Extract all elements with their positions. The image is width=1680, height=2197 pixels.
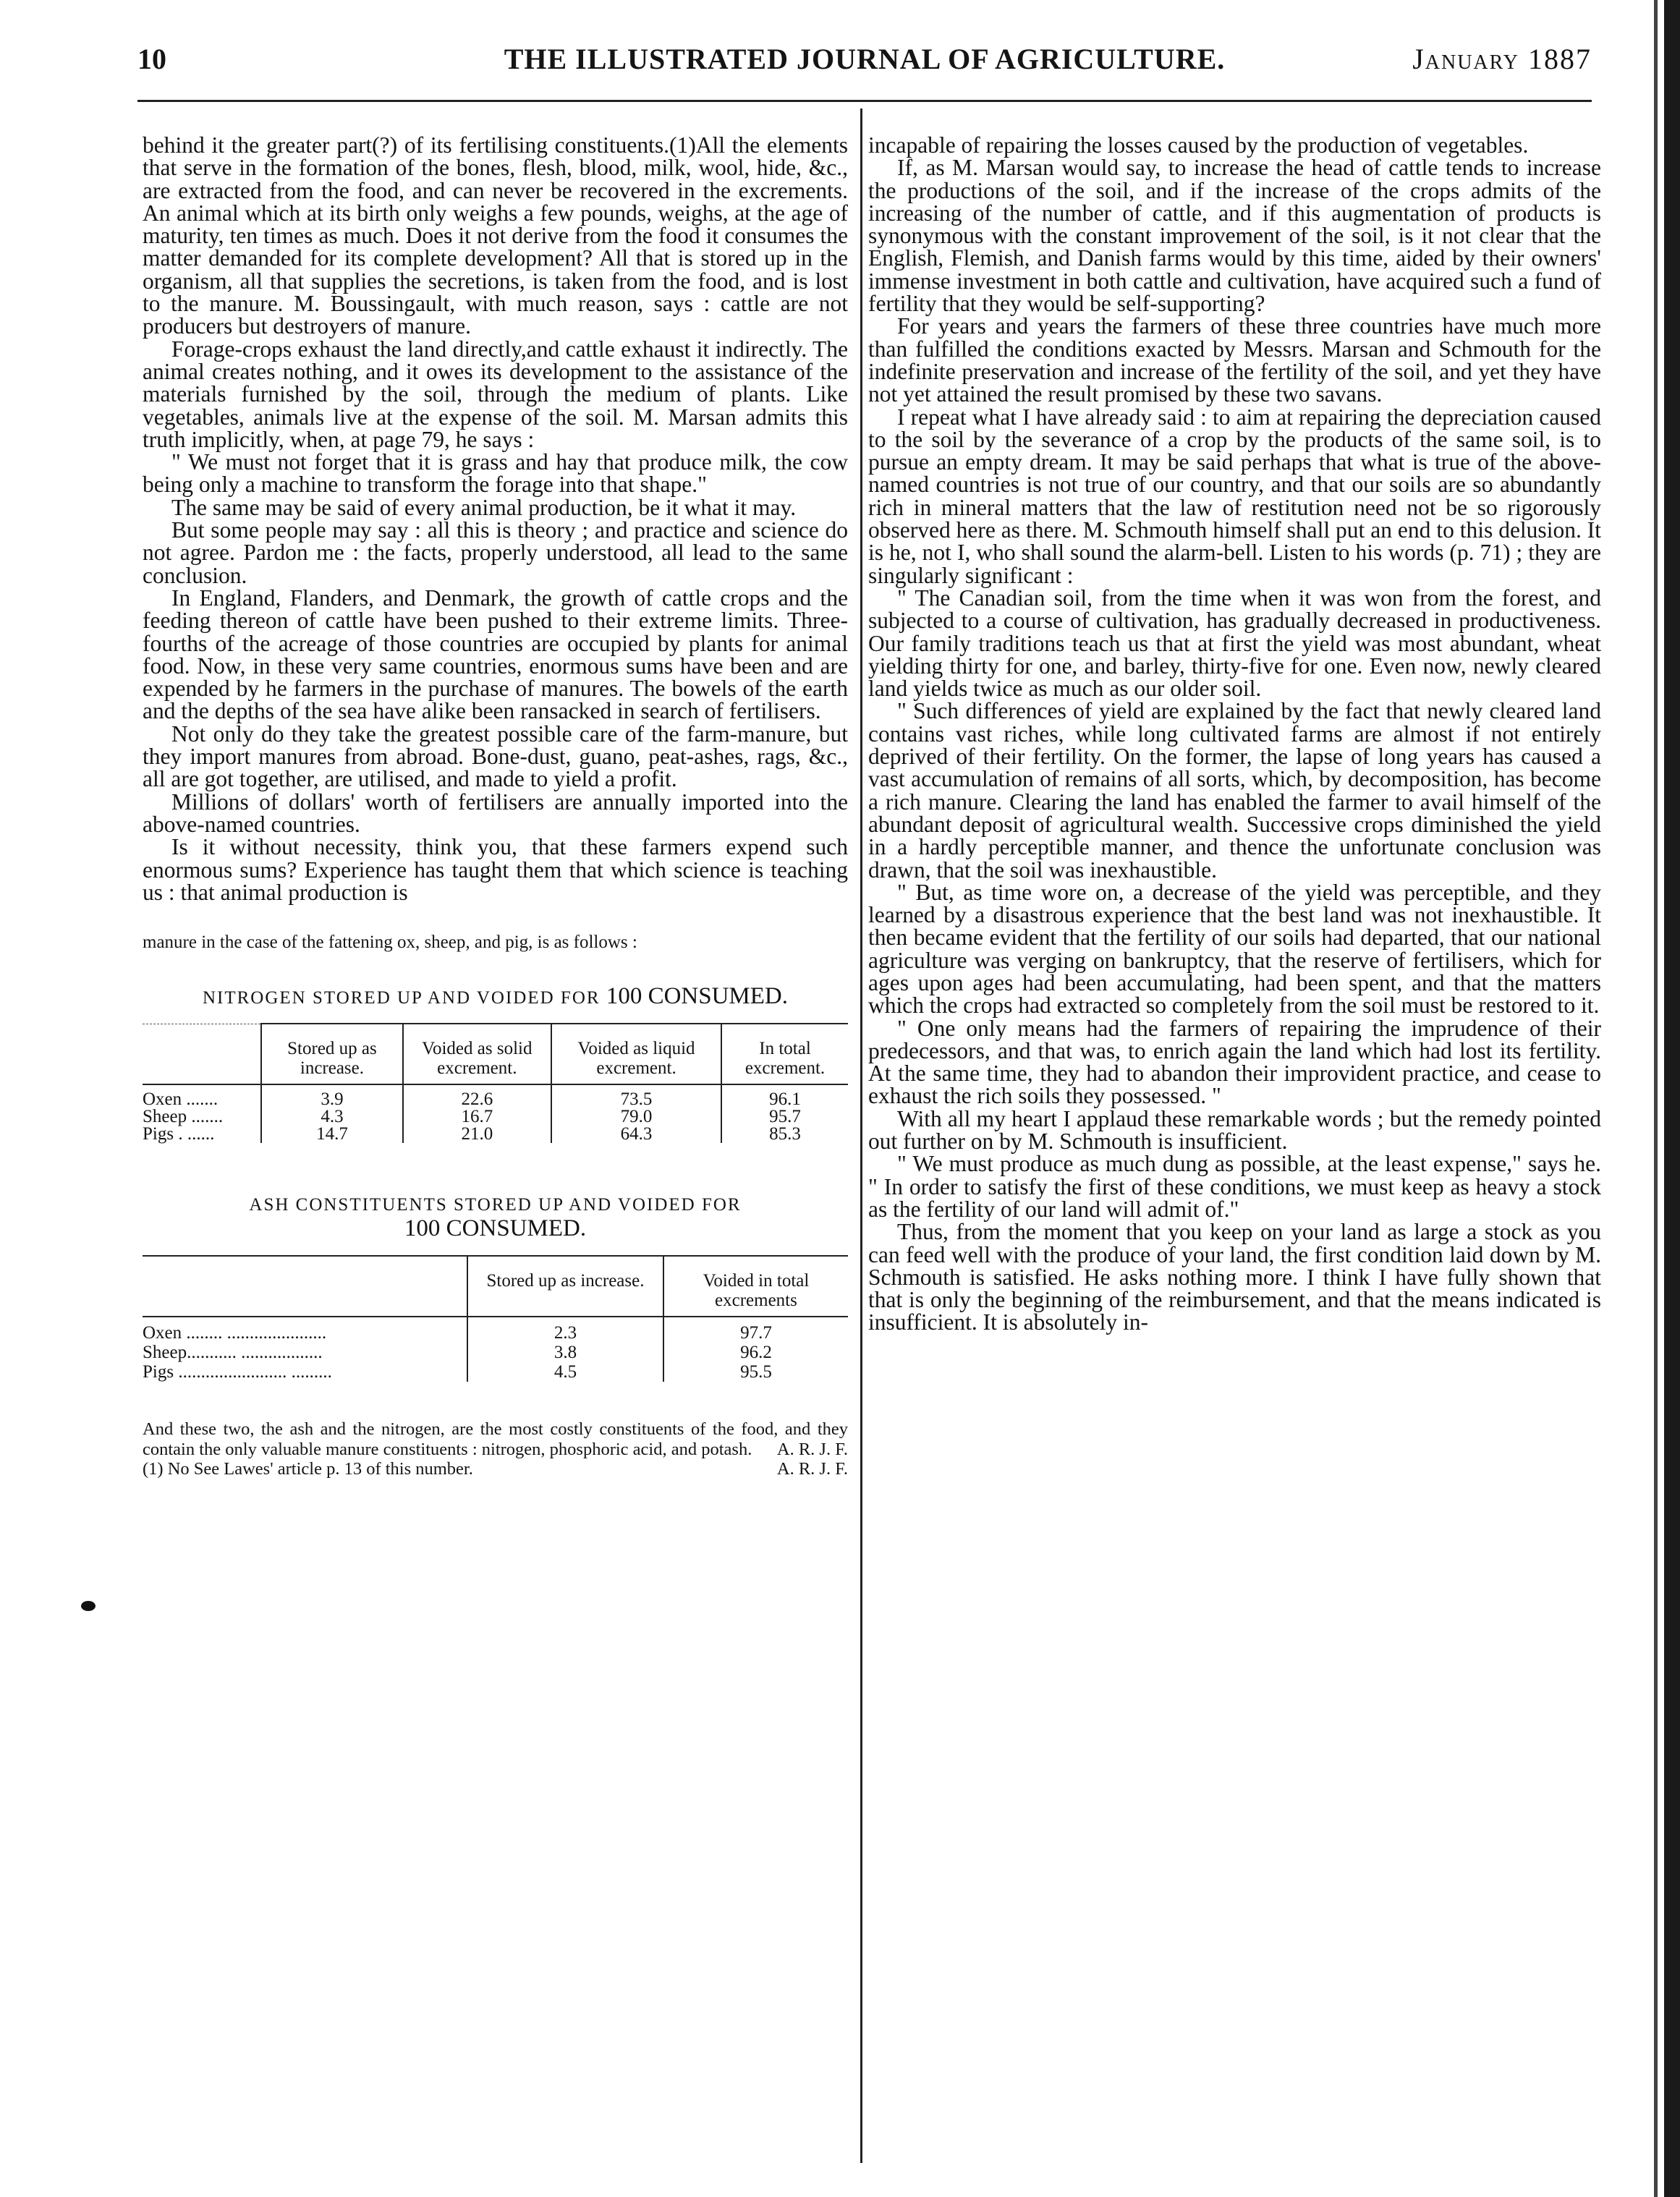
paragraph: behind it the greater part(?) of its fertilising constituents.(1)All the elements that serve in the formation of the bones, flesh, blood, milk, wool, hide, &c., are extracted from the food, and can never be recovered in the excrements. An animal which at its birth only weighs a few pounds, weighs, at the age of maturity, ten times as much. Does it not derive from the food it consumes the matter demanded for its complete development? All that is stored up in the organism, all that supplies the secretions, is taken from the food, and is lost to the manure. M. Boussingault, with much reason, says : cattle are not producers but destroyers of manure.	[143, 132, 848, 339]
paragraph: " But, as time wore on, a decrease of the yield was perceptible, and they learned by a disastrous experience that the best land was not inexhaustible. It then became evident that the fertility of our soils had departed, that our national agriculture was verging on bankruptcy, that the reserve of fertilisers, which for ages upon ages had been accumulating, had been spent, and that the matters which the crops had extracted so completely from the soil must be restored to it.	[868, 879, 1601, 1019]
column-header: Voided as liquid excrement.	[551, 1024, 721, 1084]
journal-title: THE ILLUSTRATED JOURNAL OF AGRICULTURE.	[504, 43, 1226, 75]
paragraph: " One only means had the farmers of repairing the imprudence of their predecessors, and that was, to enrich again the land which had lost its fertility. At the same time, they had to abandon their improvident practice, and cease to exhaust the rich soils they possessed. "	[868, 1015, 1601, 1109]
paragraph: incapable of repairing the losses caused by the production of vegetables.	[868, 132, 1529, 158]
paragraph: Is it without necessity, think you, that these farmers expend such enormous sums? Experience has taught them that which science is teaching us : that animal production is	[143, 834, 848, 905]
table1-title: NITROGEN STORED UP AND VOIDED FOR 100 CONSUMED.	[202, 983, 789, 1010]
paragraph: Not only do they take the greatest possible care of the farm-manure, but they import manures from abroad. Bone-dust, guano, peat-ashes, rags, &c., all are got together, are utilised, and made to yield a profit.	[143, 721, 848, 792]
table-intro: manure in the case of the fattening ox, sheep, and pig, is as follows :	[143, 932, 637, 953]
paragraph: I repeat what I have already said : to aim at repairing the depreciation caused to the soil by the severance of a crop by the products of the same soil, is to pursue an empty dream. It may be said perhaps that what is true of the above-named countries is not true of our country, and that our soils are so abundantly rich in mineral matters that the law of restitution need not be so rigorously observed here as there. M. Schmouth himself shall put an end to this delusion. It is he, not I, who shall sound the alarm-bell. Listen to his words (p. 71) ; they are singularly significant :	[868, 404, 1601, 588]
paragraph: The same may be said of every animal production, be it what it may.	[171, 494, 797, 520]
paragraph: Thus, from the moment that you keep on your land as large a stock as you can feed well with the produce of your land, the first condition laid down by M. Schmouth is satisfied. He asks nothing more. I think I have fully shown that that is only the beginning of the reimbursement, and that the means indicated is insufficient. It is absolutely in-	[868, 1219, 1601, 1335]
column-header: In total excrement.	[721, 1024, 848, 1084]
issue-date: January 1887	[1412, 43, 1592, 75]
left-column	[143, 134, 848, 1479]
nitrogen-table	[143, 1023, 848, 1143]
column-divider	[860, 109, 862, 2163]
footnote: (1) No See Lawes' article p. 13 of this number. A. R. J. F.	[143, 1459, 848, 1479]
footnotes	[143, 1419, 848, 1479]
paragraph: With all my heart I applaud these remarkable words ; but the remedy pointed out further on by M. Schmouth is insufficient.	[868, 1105, 1601, 1155]
right-column	[868, 134, 1601, 1334]
paragraph: Millions of dollars' worth of fertilisers are annually imported into the above-named countries.	[143, 789, 848, 837]
table-row: Pigs ........................ ......... 4.5 95.5	[143, 1362, 848, 1382]
column-header: Stored up as increase.	[261, 1024, 402, 1084]
footnote: And these two, the ash and the nitrogen, are the most costly constituents of the food, and they contain the only valuable manure constituents : nitrogen, phosphoric acid, and potash. A. R. J. F.	[143, 1419, 848, 1459]
page-number: 10	[137, 43, 166, 75]
paragraph: Forage-crops exhaust the land directly,and cattle exhaust it indirectly. The animal creates nothing, and it owes its development to the assistance of the materials furnished by the soil, through the medium of plants. Like vegetables, animals live at the expense of the soil. M. Marsan admits this truth implicitly, when, at page 79, he says :	[143, 336, 848, 452]
paragraph: But some people may say : all this is theory ; and practice and science do not agree. Pardon me : the facts, properly understood, all lead to the same conclusion.	[143, 517, 848, 588]
paragraph: " We must not forget that it is grass and hay that produce milk, the cow being only a machine to transform the forage into that shape."	[143, 449, 848, 498]
column-header: Voided in total excrements	[663, 1256, 848, 1317]
header-rule	[137, 100, 1592, 102]
page-edge-shadow	[1654, 0, 1658, 2197]
paragraph: " The Canadian soil, from the time when it was won from the forest, and subjected to a course of cultivation, has gradually decreased in productiveness. Our family traditions teach us that at first the yield was most abundant, wheat yielding thirty for one, and barley, thirty-five for one. Even now, newly cleared land yields twice as much as our older soil.	[868, 585, 1601, 702]
ink-blot	[81, 1601, 96, 1611]
column-header: Voided as solid excrement.	[403, 1024, 551, 1084]
table-row: Pigs . ...... 14.7 21.0 64.3 85.3	[143, 1126, 848, 1143]
table-row: Sheep ....... 4.3 16.7 79.0 95.7	[143, 1108, 848, 1126]
column-header: Stored up as increase.	[467, 1256, 663, 1317]
paragraph: " We must produce as much dung as possible, at the least expense," says he. " In order to satisfy the first of these conditions, we must keep as heavy a stock as the fertility of our land will admit of."	[868, 1151, 1601, 1222]
paragraph: For years and years the farmers of these three countries have much more than fulfilled the conditions exacted by Messrs. Marsan and Schmouth for the indefinite preservation and increase of the fertility of the soil, and yet they have not yet attained the result promised by these two savans.	[868, 313, 1601, 407]
ash-table	[143, 1255, 848, 1382]
paragraph: In England, Flanders, and Denmark, the growth of cattle crops and the feeding thereon of cattle have been pushed to their extreme limits. Three-fourths of the acreage of those countries are occupied by plants for animal food. Now, in these very same countries, enormous sums have been and are expended by he farmers in the purchase of manures. The bowels of the earth and the depths of the sea have alike been ransacked in search of fertilisers.	[143, 585, 848, 724]
table-row: Oxen ....... 3.9 22.6 73.5 96.1	[143, 1084, 848, 1108]
paragraph: If, as M. Marsan would say, to increase the head of cattle tends to increase the productions of the soil, and if the increase of the crops admits of the increasing of the number of cattle, and if this augmentation of products is synonymous with the constant improvement of the soil, is it not clear that the English, Flemish, and Danish farms would by this time, aided by their owners' immense investment in both cattle and cultivation, have acquired such a fund of fertility that they would be self-supporting?	[868, 155, 1601, 317]
table2-title: ASH CONSTITUENTS STORED UP AND VOIDED FOR 100 CONSUMED.	[249, 1195, 742, 1242]
page-edge-bar	[1664, 0, 1680, 2197]
table-row: Oxen ........ ...................... 2.3 97.7	[143, 1317, 848, 1343]
table-row: Sheep........... .................. 3.8 96.2	[143, 1343, 848, 1362]
paragraph: " Such differences of yield are explained by the fact that newly cleared land contains vast riches, while long cultivated farms are almost if not entirely deprived of their fertility. On the former, the lapse of long years has caused a vast accumulation of remains of all sorts, which, by decomposition, has become a rich manure. Clearing the land has enabled the farmer to avail himself of the abundant deposit of agricultural wealth. Successive crops diminished the yield in a hardly perceptible manner, and thence the unfortunate conclusion was drawn, that the soil was inexhaustible.	[868, 698, 1601, 883]
page-header	[137, 42, 1592, 85]
